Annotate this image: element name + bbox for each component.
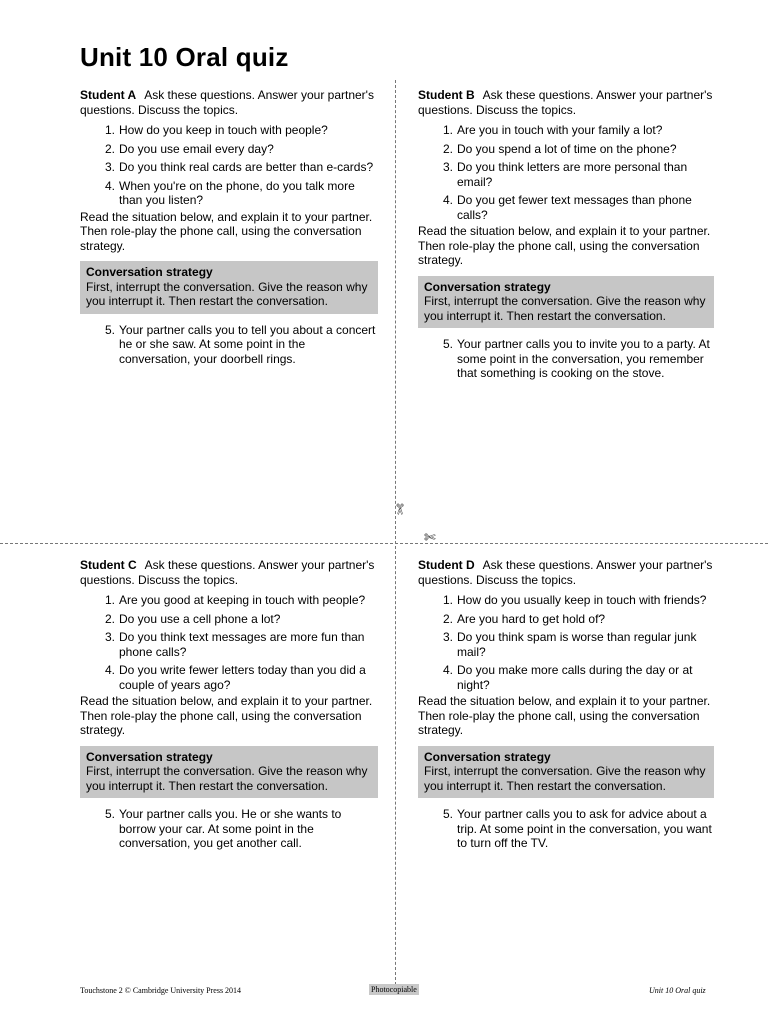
roleplay-item [105,322,378,367]
question-text: When you're on the phone, do you talk more than you listen? [119,178,355,207]
strategy-title: Conversation strategy [86,749,213,764]
strategy-text: First, interrupt the conversation. Give the reason why you interrupt it. Then restart the conversation. [86,764,368,793]
intro-text: Ask these questions. Answer your partner's questions. Discuss the topics. [80,88,374,117]
question-item [105,178,378,208]
student-label: Student B [418,88,475,102]
question-number: 3. [443,160,454,174]
question-number: 2. [443,141,454,156]
question-number: 1. [105,123,116,137]
question-number: 5. [443,337,454,351]
question-number: 2. [443,611,454,626]
question-item [443,123,714,138]
roleplay-item [443,807,714,851]
question-text: How do you keep in touch with people? [119,123,328,137]
student-c-card [80,558,378,855]
conversation-strategy-box [418,746,714,799]
question-number: 3. [105,160,116,174]
question-text: Do you think letters are more personal than email? [457,160,688,189]
question-number: 3. [443,630,454,644]
page-title: Unit 10 Oral quiz [80,42,289,72]
question-item [443,663,714,692]
student-a-card [80,88,378,370]
conversation-strategy-box [80,261,378,314]
conversation-strategy-box [418,276,714,329]
situation-text: Read the situation below, and explain it to your partner. Then role-play the phone call, using the conversation strategy. [418,694,711,737]
question-item [443,611,714,627]
question-number: 4. [443,663,454,677]
student-intro [80,88,378,117]
strategy-title: Conversation strategy [424,749,551,764]
question-text: Do you use a cell phone a lot? [119,611,281,626]
horizontal-cut-line [0,543,768,544]
question-item [443,630,714,659]
question-number: 3. [105,630,116,644]
roleplay-list [80,807,378,851]
question-item [105,593,378,608]
question-number: 5. [105,322,116,337]
roleplay-list [418,337,714,381]
question-number: 4. [443,193,454,207]
student-label: Student D [418,558,475,572]
student-intro [80,558,378,587]
footer-copyright: Touchstone 2 © Cambridge University Press 2014 [80,986,242,995]
footer-photocopiable: Photocopiable [371,985,417,994]
question-item [105,160,378,175]
student-intro [418,558,714,587]
question-item [105,611,378,627]
question-text: Do you spend a lot of time on the phone? [457,141,677,156]
question-number: 2. [105,141,116,156]
roleplay-list [80,323,378,367]
question-item [443,593,714,608]
intro-text: Ask these questions. Answer your partner's questions. Discuss the topics. [80,558,375,587]
question-item [443,160,714,189]
question-list [80,593,378,692]
question-item [105,663,378,692]
question-list [418,123,714,222]
question-number: 2. [105,611,116,626]
roleplay-item [105,807,378,851]
question-number: 4. [105,178,116,193]
question-text: Do you get fewer text messages than phone calls? [457,193,692,222]
vertical-cut-line [395,80,396,995]
roleplay-text: Your partner calls you to invite you to a party. At some point in the conversation, you remember that something is cooking on the stove. [457,337,710,380]
question-number: 5. [443,807,454,821]
question-text: Do you use email every day? [119,141,274,156]
strategy-text: First, interrupt the conversation. Give the reason why you interrupt it. Then restart the conversation. [424,294,706,323]
question-text: Do you think real cards are better than e-cards? [119,160,374,174]
student-b-card [418,88,714,385]
student-intro [418,88,714,117]
roleplay-text: Your partner calls you to ask for advice about a trip. At some point in the conversation, you want to turn off the TV. [457,807,712,850]
question-text: Do you think text messages are more fun than phone calls? [119,630,365,659]
question-number: 1. [105,593,116,607]
footer-unit: Unit 10 Oral quiz [649,986,706,995]
student-label: Student C [80,558,137,572]
situation-text: Read the situation below, and explain it to your partner. Then role-play the phone call, using the conversation strategy. [80,694,373,737]
scissors-icon: ✄ [424,530,436,546]
question-item [105,141,378,157]
intro-text: Ask these questions. Answer your partner's questions. Discuss the topics. [418,88,713,117]
question-item [443,141,714,157]
roleplay-text: Your partner calls you. He or she wants to borrow your car. At some point in the conversation, you get another call. [119,807,342,850]
situation-text: Read the situation below, and explain it to your partner. Then role-play the phone call, using the conversation strategy. [80,209,373,253]
scissors-icon: ✄ [390,503,407,515]
intro-text: Ask these questions. Answer your partner's questions. Discuss the topics. [418,558,713,587]
roleplay-list [418,807,714,851]
question-text: Are you in touch with your family a lot? [457,123,663,137]
question-item [443,193,714,222]
roleplay-item [443,337,714,381]
question-number: 5. [105,807,116,821]
question-text: Do you write fewer letters today than you did a couple of years ago? [119,663,366,692]
question-list [418,593,714,692]
question-text: Do you think spam is worse than regular junk mail? [457,630,697,659]
question-item [105,630,378,659]
question-number: 1. [443,123,454,137]
strategy-title: Conversation strategy [424,279,551,294]
question-text: How do you usually keep in touch with friends? [457,593,707,607]
situation-text: Read the situation below, and explain it to your partner. Then role-play the phone call, using the conversation strategy. [418,224,711,267]
question-item [105,123,378,138]
conversation-strategy-box [80,746,378,799]
student-d-card [418,558,714,855]
strategy-title: Conversation strategy [86,265,213,279]
strategy-text: First, interrupt the conversation. Give the reason why you interrupt it. Then restart the conversation. [424,764,706,793]
question-number: 1. [443,593,454,607]
question-list [80,123,378,208]
question-number: 4. [105,663,116,677]
roleplay-text: Your partner calls you to tell you about a concert he or she saw. At some point in the conversation, your doorbell rings. [119,322,376,366]
question-text: Are you hard to get hold of? [457,611,606,626]
strategy-text: First, interrupt the conversation. Give the reason why you interrupt it. Then restart the conversation. [86,279,368,308]
student-label: Student A [80,88,137,102]
question-text: Are you good at keeping in touch with people? [119,593,366,607]
question-text: Do you make more calls during the day or at night? [457,663,693,692]
